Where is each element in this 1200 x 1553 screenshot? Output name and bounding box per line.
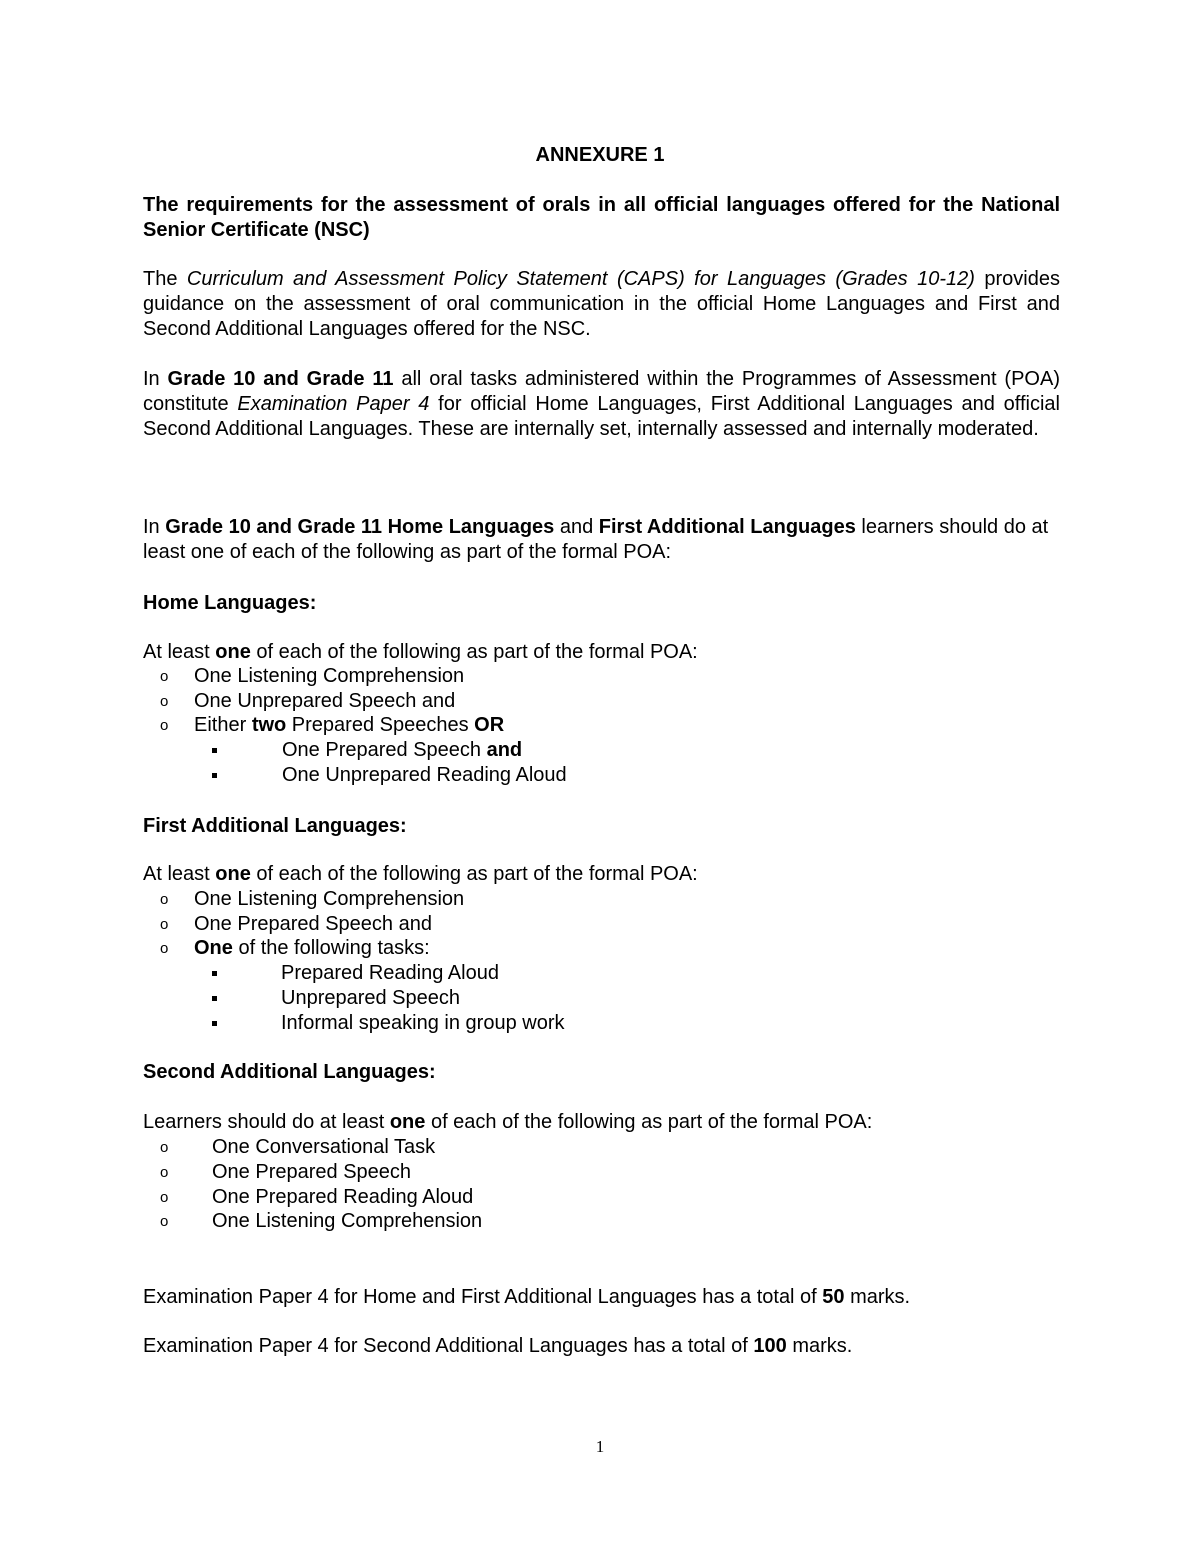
square-bullet-icon	[212, 1021, 217, 1026]
open-bullet-icon: o	[160, 1139, 169, 1156]
one-emphasis: one	[389, 1111, 426, 1133]
text-run: In	[143, 516, 166, 538]
text-run: At least	[143, 863, 216, 885]
open-bullet-icon: o	[160, 940, 169, 957]
text-run: of each of the following as part of the formal POA:	[250, 641, 698, 663]
one-emphasis: one	[215, 863, 251, 885]
sub-list-item: Unprepared Speech	[281, 987, 461, 1009]
open-bullet-icon: o	[160, 1213, 169, 1230]
fal-heading: First Additional Languages:	[143, 815, 407, 837]
annex-title: ANNEXURE 1	[535, 144, 665, 166]
list-item: One Listening Comprehension	[212, 1210, 483, 1232]
caps-title: Curriculum and Assessment Policy Statement (CAPS) for Languages (Grades 10-12)	[186, 268, 975, 290]
home-languages-heading: Home Languages:	[143, 592, 317, 614]
fal-emphasis: First Additional Languages	[598, 516, 856, 538]
open-bullet-icon: o	[160, 668, 169, 685]
marks-sal	[143, 1334, 852, 1359]
marks-value: 100	[753, 1335, 787, 1357]
open-bullet-icon: o	[160, 916, 169, 933]
list-item	[194, 713, 504, 738]
caps-paragraph	[143, 267, 1060, 342]
open-bullet-icon: o	[160, 693, 169, 710]
open-bullet-icon: o	[160, 717, 169, 734]
square-bullet-icon	[212, 748, 217, 753]
list-item: One Unprepared Speech and	[194, 690, 456, 712]
sal-intro	[143, 1110, 872, 1135]
text-run: of the following tasks:	[232, 937, 430, 959]
sub-list-item: One Unprepared Reading Aloud	[282, 764, 567, 786]
one-emphasis: One	[194, 937, 233, 959]
text-run: At least	[143, 641, 216, 663]
text-run: learners should do at least one of each of the following as part of the formal POA:	[143, 516, 1049, 563]
text-run: marks.	[844, 1286, 911, 1308]
or-emphasis: OR	[474, 714, 505, 736]
text-run: Prepared Speeches	[286, 714, 475, 736]
text-run: Examination Paper 4 for Home and First Additional Languages has a total of	[143, 1286, 823, 1308]
text-run: Learners should do at least	[143, 1111, 390, 1133]
learners-paragraph	[143, 515, 1060, 565]
text-run: for official Home Languages, First Additional Languages and official Second Additional Languages. These are internally set, internally assessed and internally moderated.	[143, 393, 1060, 440]
text-run: of each of the following as part of the formal POA:	[425, 1111, 873, 1133]
text-run: Either	[194, 714, 252, 736]
sub-list-item: Informal speaking in group work	[281, 1012, 565, 1034]
text-run: marks.	[786, 1335, 853, 1357]
text-run: One Prepared Speech	[282, 739, 487, 761]
sub-list-item: Prepared Reading Aloud	[281, 962, 499, 984]
section-heading: The requirements for the assessment of orals in all official languages offered for the National Senior Certificate (NSC)	[143, 194, 1060, 241]
exam-paper-emphasis: Examination Paper 4	[237, 393, 430, 415]
text-run: of each of the following as part of the formal POA:	[250, 863, 698, 885]
fal-intro	[143, 862, 698, 887]
list-item: One Listening Comprehension	[194, 665, 465, 687]
open-bullet-icon: o	[160, 1189, 169, 1206]
grade-emphasis: Grade 10 and Grade 11	[167, 368, 394, 390]
home-languages-emphasis: Grade 10 and Grade 11 Home Languages	[165, 516, 555, 538]
text-run: all oral tasks administered within the Programmes of Assessment (POA) constitute	[143, 368, 1060, 415]
and-emphasis: and	[486, 739, 523, 761]
list-item: One Listening Comprehension	[194, 888, 465, 910]
one-emphasis: one	[215, 641, 251, 663]
text-run: In	[143, 368, 168, 390]
list-item: One Conversational Task	[212, 1136, 436, 1158]
list-item: One Prepared Speech and	[194, 913, 432, 935]
square-bullet-icon	[212, 773, 217, 778]
text-run: and	[554, 516, 599, 538]
list-item: One Prepared Speech	[212, 1161, 412, 1183]
home-languages-intro	[143, 640, 698, 665]
two-emphasis: two	[251, 714, 287, 736]
marks-value: 50	[822, 1286, 845, 1308]
sal-heading: Second Additional Languages:	[143, 1061, 436, 1083]
text-run: provides guidance on the assessment of oral communication in the official Home Languages and First and Second Additional Languages offered for the NSC.	[143, 268, 1060, 340]
list-item	[194, 936, 430, 961]
marks-home-fal	[143, 1285, 910, 1310]
open-bullet-icon: o	[160, 1164, 169, 1181]
text-run: Examination Paper 4 for Second Additional Languages has a total of	[143, 1335, 754, 1357]
square-bullet-icon	[212, 971, 217, 976]
sub-list-item	[282, 738, 522, 763]
poa-paragraph	[143, 367, 1060, 442]
text-run: The	[143, 268, 187, 290]
page-number: 1	[595, 1437, 605, 1456]
open-bullet-icon: o	[160, 891, 169, 908]
square-bullet-icon	[212, 996, 217, 1001]
list-item: One Prepared Reading Aloud	[212, 1186, 474, 1208]
